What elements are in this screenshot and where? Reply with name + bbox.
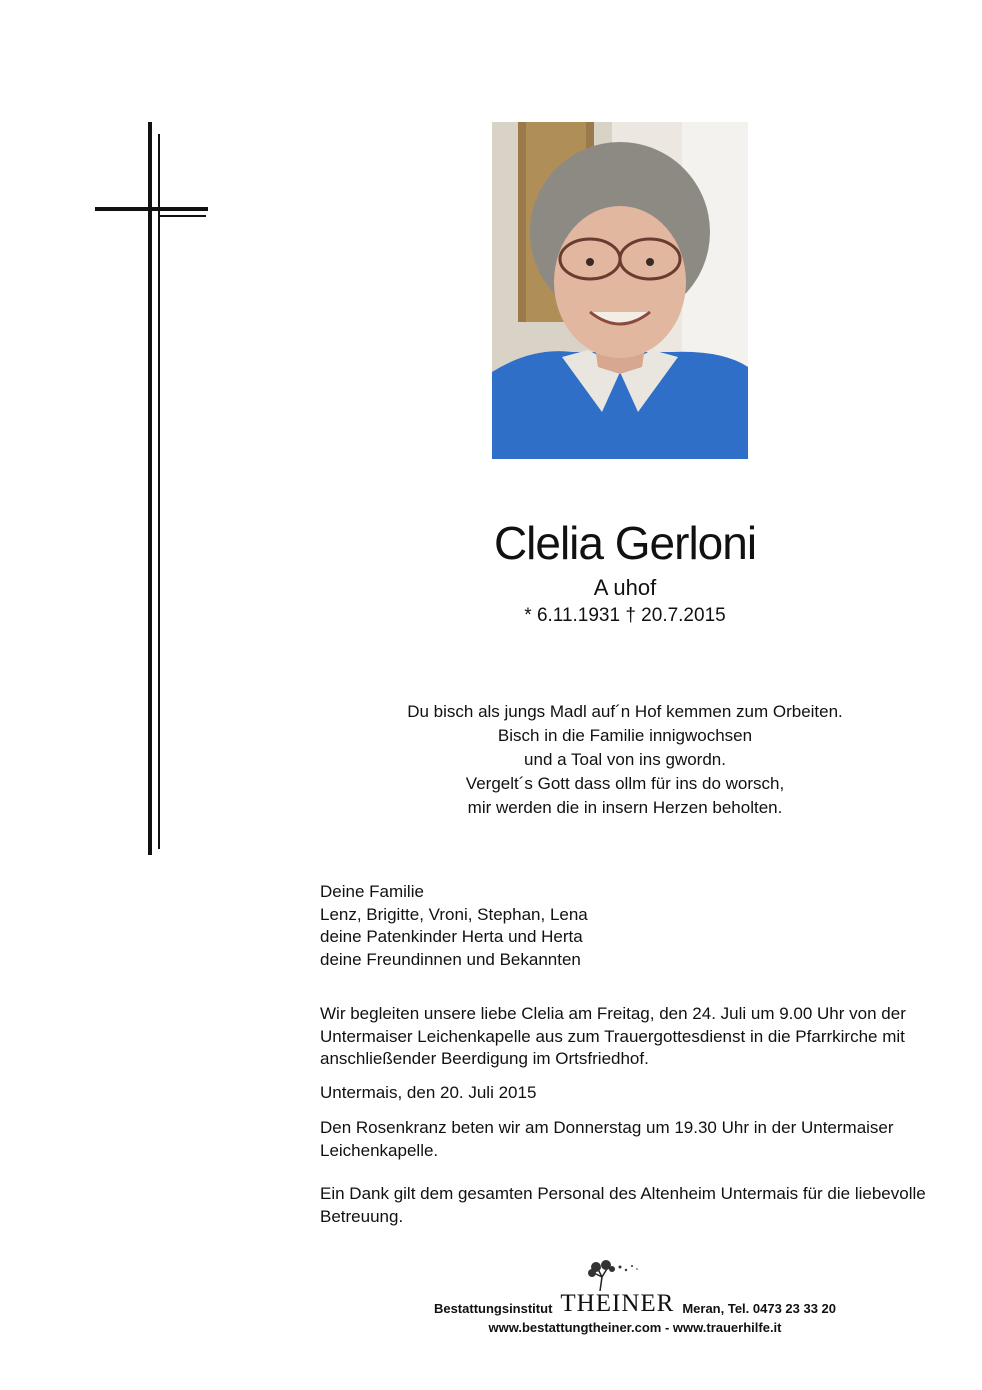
footer-websites[interactable]: www.bestattungtheiner.com - www.trauerhilfe.it xyxy=(488,1320,782,1335)
poem-line: mir werden die in insern Herzen beholten. xyxy=(467,798,783,817)
place-date: Untermais, den 20. Juli 2015 xyxy=(320,1083,537,1102)
footer-prefix: Bestattungsinstitut xyxy=(433,1301,553,1316)
brand-logo xyxy=(560,1291,674,1316)
poem xyxy=(360,700,890,820)
poem-line: und a Toal von ins gwordn. xyxy=(524,750,726,769)
portrait-photo xyxy=(492,122,748,459)
mourner-line: Lenz, Brigitte, Vroni, Stephan, Lena xyxy=(320,904,588,924)
footer-contact: Meran, Tel. 0473 23 33 20 xyxy=(682,1301,837,1316)
rosary-announcement: Den Rosenkranz beten wir am Donnerstag um 19.30 Uhr in der Untermaiser Leichenkapelle. xyxy=(320,1118,894,1160)
mourner-line: deine Freundinnen und Bekannten xyxy=(320,949,581,969)
cross-horizontal-inner-line xyxy=(158,215,206,217)
deceased-farm: A uhof xyxy=(593,575,657,600)
brand-name: THEINER xyxy=(560,1290,675,1317)
mourner-line: Deine Familie xyxy=(320,882,424,901)
cross-vertical-bar xyxy=(148,122,152,855)
poem-line: Du bisch als jungs Madl auf´n Hof kemmen zum Orbeiten. xyxy=(407,702,843,721)
thanks-note: Ein Dank gilt dem gesamten Personal des Altenheim Untermais für die liebevolle Betreuung. xyxy=(320,1184,926,1226)
funeral-announcement: Wir begleiten unsere liebe Clelia am Freitag, den 24. Juli um 9.00 Uhr von der Untermaiser Leichenkapelle aus zum Trauergottesdienst in die Pfarrkirche mit anschließender Beerdigung im Ortsfriedhof. xyxy=(320,1004,906,1068)
mourners-list xyxy=(320,881,588,971)
poem-line: Bisch in die Familie innigwochsen xyxy=(497,726,753,745)
mourner-line: deine Patenkinder Herta und Herta xyxy=(320,927,583,946)
deceased-name: Clelia Gerloni xyxy=(493,517,757,569)
tree-logo-icon xyxy=(578,1259,642,1291)
life-dates: * 6.11.1931 † 20.7.2015 xyxy=(524,605,726,626)
cross-vertical-inner-line xyxy=(158,134,160,849)
poem-line: Vergelt´s Gott dass ollm für ins do worsch, xyxy=(465,774,785,793)
cross-horizontal-bar xyxy=(95,207,208,211)
funeral-home-footer xyxy=(400,1268,870,1335)
